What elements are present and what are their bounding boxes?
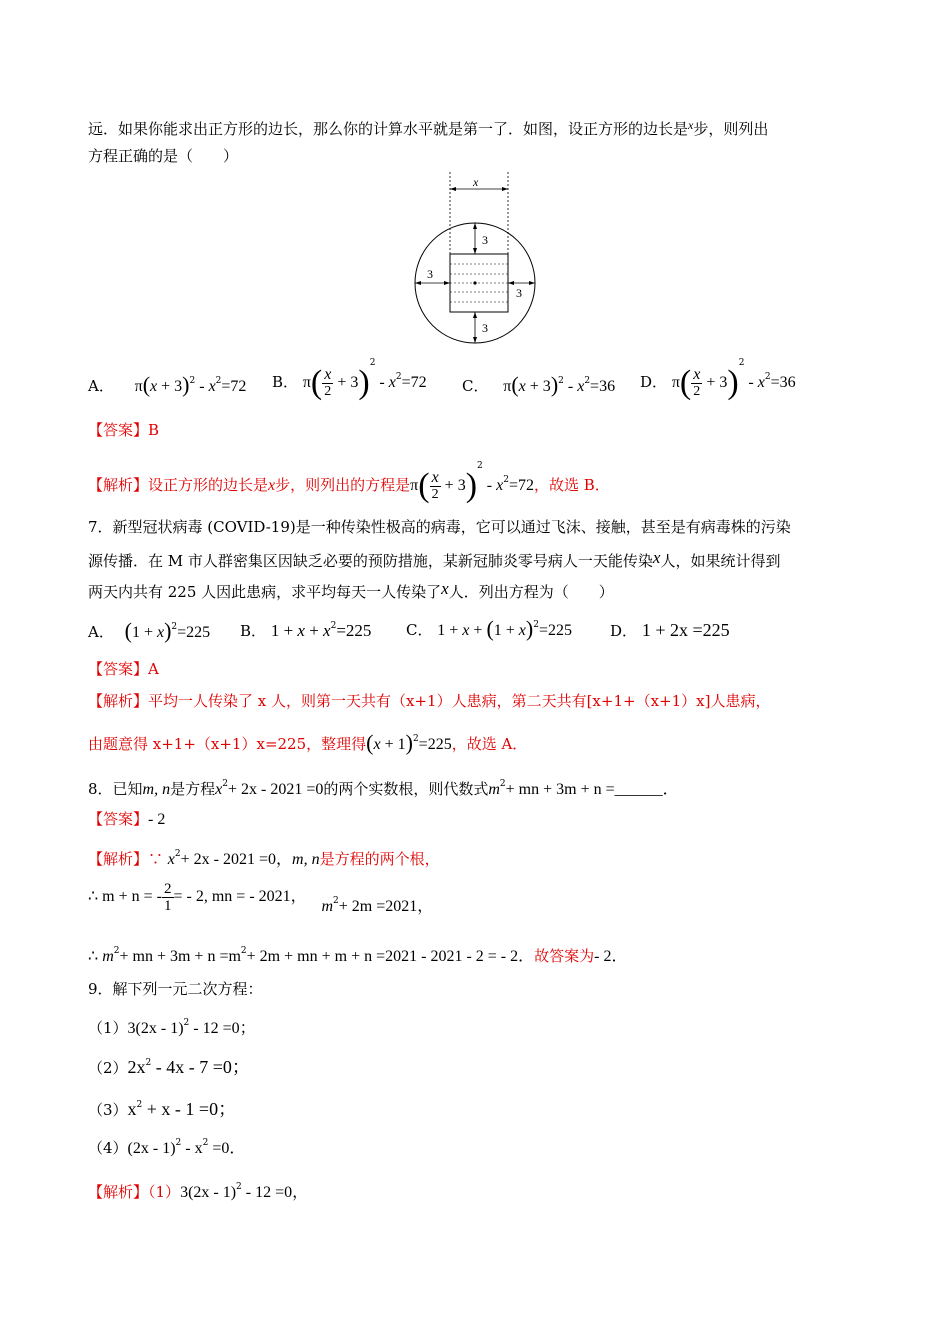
q9-title: 9．解下列一元二次方程：	[88, 980, 263, 998]
q7-option-d[interactable]: D． 1 + 2x =225	[610, 620, 730, 640]
q6-option-a[interactable]: A． $\pi(x + 3)^2 - x^2=72$	[88, 372, 247, 397]
q7-analysis-line-1: 【解析】平均一人传染了 x 人，则第一天共有（x+1）人患病，第二天共有[x+1+（x+1）x]人患病，	[88, 692, 771, 710]
q8-answer: 【答案】- 2	[88, 810, 166, 828]
q7-analysis-line-2: 由题意得 x+1+（x+1）x=225，整理得$(x + 1)^2=225$，故选 A．	[88, 730, 528, 755]
q8-question: 8．已知m, n是方程$x^2+ 2x - 2021 =0$的两个实数根，则代数式$m^2+$ mn + 3m + n =______．	[88, 779, 679, 798]
q7-option-a[interactable]: A． $(1 + x)^2=225$	[88, 618, 211, 643]
q7-line-2: 源传播．在 M 市人群密集区因缺乏必要的预防措施，某新冠肺炎零号病人一天能传染x人，如果统计得到	[88, 548, 781, 570]
q8-analysis-line-2: ∴ m + n = - $\frac{2}{1}$ = - 2, mn = - 2021， $m^2+ 2m =2021$，	[88, 880, 434, 915]
svg-text:3: 3	[427, 267, 433, 281]
q8-analysis-line-1: 【解析】∵ $x^2+ 2x - 2021 =0$，m, n是方程的两个根，	[88, 849, 440, 868]
q7-answer: 【答案】A	[88, 660, 159, 678]
q6-answer: 【答案】B	[88, 421, 160, 439]
intro-line-1: 远．如果你能求出正方形的边长，那么你的计算水平就是第一了．如图，设正方形的边长是$^x$步，则列出	[88, 118, 769, 138]
q7-option-c[interactable]: C． $1 + x + (1 + x)^2=225$	[406, 616, 572, 641]
q9-item-2: $(2)2x^2 - 4x - 7 =0$；	[88, 1057, 250, 1077]
figure-label-x: x	[473, 175, 479, 189]
q6-option-c[interactable]: C． $\pi(x + 3)^2 - x^2=36$	[462, 372, 616, 397]
q6-analysis: 【解析】设正方形的边长是x步，则列出的方程是π( $\frac{x}{2}$ + $3)^2 - x^2=72$，故选 B．	[88, 461, 610, 504]
q9-item-4: $(4)(2x - 1)^2 - x^2 =0$．	[88, 1138, 246, 1157]
svg-text:3: 3	[482, 233, 488, 247]
intro-line-2: 方程正确的是（ ）	[88, 147, 239, 165]
q7-line-1: 7．新型冠状病毒 (COVID-19)是一种传染性极高的病毒，它可以通过飞沫、接触，甚至是有病毒株的污染	[88, 518, 791, 536]
q9-item-3: $(3)x^2 + x - 1 =0$；	[88, 1099, 237, 1119]
q9-analysis: 【解析】（1）3(2x - 1)$^2$ - 12 =0，	[88, 1182, 309, 1201]
q8-analysis-line-3: ∴ $m^2+$ mn + $3m + n =m^2+ 2m$ + mn + m + n =2021 - 2021 - 2 = - 2．故答案为- 2．	[88, 946, 628, 965]
svg-text:3: 3	[482, 321, 488, 335]
circle-square-figure	[410, 172, 540, 344]
figure-center	[473, 281, 476, 284]
q9-item-1: （1）3(2x - 1)$^2$ - 12 =0；	[88, 1018, 256, 1037]
intro-var: x	[688, 118, 694, 132]
svg-text:3: 3	[516, 286, 522, 300]
q6-option-d[interactable]: D． π( $\frac{x}{2}$ + $3)^2 - x^2=36$	[640, 358, 796, 401]
q7-line-3: 两天内共有 225 人因此患病，求平均每天一人传染了x人．列出方程为（ ）	[88, 579, 614, 601]
q6-option-b[interactable]: B． π( $\frac{x}{2}$ + $3)^2 - x^2=72$	[272, 358, 427, 401]
q7-option-b[interactable]: B． $1 + x + x^2=225$	[240, 621, 372, 640]
